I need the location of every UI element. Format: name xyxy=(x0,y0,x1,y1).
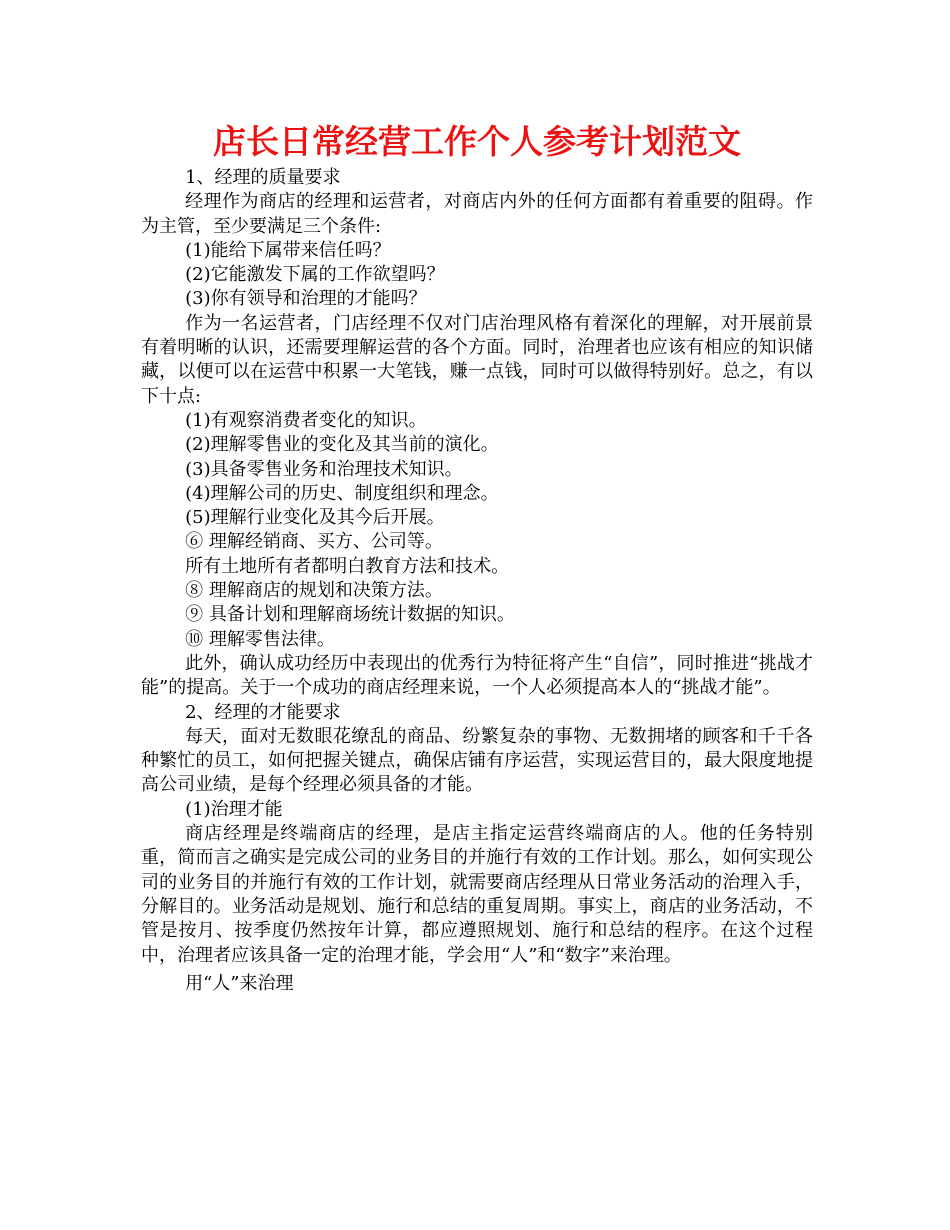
list-item: ⑧ 理解商店的规划和决策方法。 xyxy=(185,580,443,602)
list-item: ⑩ 理解零售法律。 xyxy=(185,628,335,650)
document-title: 店长日常经营工作个人参考计划范文 xyxy=(213,122,741,161)
list-item: (2)理解零售业的变化及其当前的演化。 xyxy=(185,434,499,456)
list-item: (1)能给下属带来信任吗？ xyxy=(185,239,391,261)
list-item: (5)理解行业变化及其今后开展。 xyxy=(185,507,445,529)
list-item: (1)有观察消费者变化的知识。 xyxy=(185,409,427,431)
paragraph: 经理作为商店的经理和运营者，对商店内外的任何方面都有着重要的阻碍。作为主管，至少要满足三个条件: xyxy=(141,191,813,237)
document-page xyxy=(141,118,813,996)
list-item: (3)具备零售业务和治理技术知识。 xyxy=(185,458,463,480)
section-heading-ability: 2、经理的才能要求 xyxy=(185,701,341,723)
list-item: ⑥ 理解经销商、买方、公司等。 xyxy=(185,531,443,553)
list-item: ⑨ 具备计划和理解商场统计数据的知识。 xyxy=(185,604,515,626)
paragraph: 商店经理是终端商店的经理，是店主指定运营终端商店的人。他的任务特别重，简而言之确实是完成公司的业务目的并施行有效的工作计划。那么，如何实现公司的业务目的并施行有效的工作计划，就需要商店经理从日常业务活动的治理入手，分解目的。业务活动是规划、施行和总结的重复周期。事实上，商店的业务活动，不管是按月、按季度仍然按年计算，都应遵照规划、施行和总结的程序。在这个过程中，治理者应该具备一定的治理才能，学会用“人”和“数字”来治理。 xyxy=(141,823,813,966)
section-heading-quality: 1、经理的质量要求 xyxy=(185,167,341,188)
list-item: (4)理解公司的历史、制度组织和理念。 xyxy=(185,482,499,504)
paragraph: 每天，面对无数眼花缭乱的商品、纷繁复杂的事物、无数拥堵的顾客和千千各种繁忙的员工，如何把握关键点，确保店铺有序运营，实现运营目的，最大限度地提高公司业绩，是每个经理必须具备的才能。 xyxy=(141,725,813,796)
list-item: (2)它能激发下属的工作欲望吗？ xyxy=(185,264,445,286)
list-item: 所有土地所有者都明白教育方法和技术。 xyxy=(185,555,510,577)
paragraph: 作为一名运营者，门店经理不仅对门店治理风格有着深化的理解，对开展前景有着明晰的认识，还需要理解运营的各个方面。同时，治理者也应该有相应的知识储藏，以便可以在运营中积累一大笔钱，赚一点钱，同时可以做得特别好。总之，有以下十点: xyxy=(141,312,813,407)
paragraph: 此外，确认成功经历中表现出的优秀行为特征将产生“自信”，同时推进“挑战才能”的提高。关于一个成功的商店经理来说，一个人必须提高本人的“挑战才能”。 xyxy=(141,652,813,699)
subsection-heading: 用“人”来治理 xyxy=(185,972,294,994)
document-body xyxy=(141,166,813,996)
subsection-heading: (1)治理才能 xyxy=(185,798,283,820)
list-item: (3)你有领导和治理的才能吗？ xyxy=(185,288,427,310)
